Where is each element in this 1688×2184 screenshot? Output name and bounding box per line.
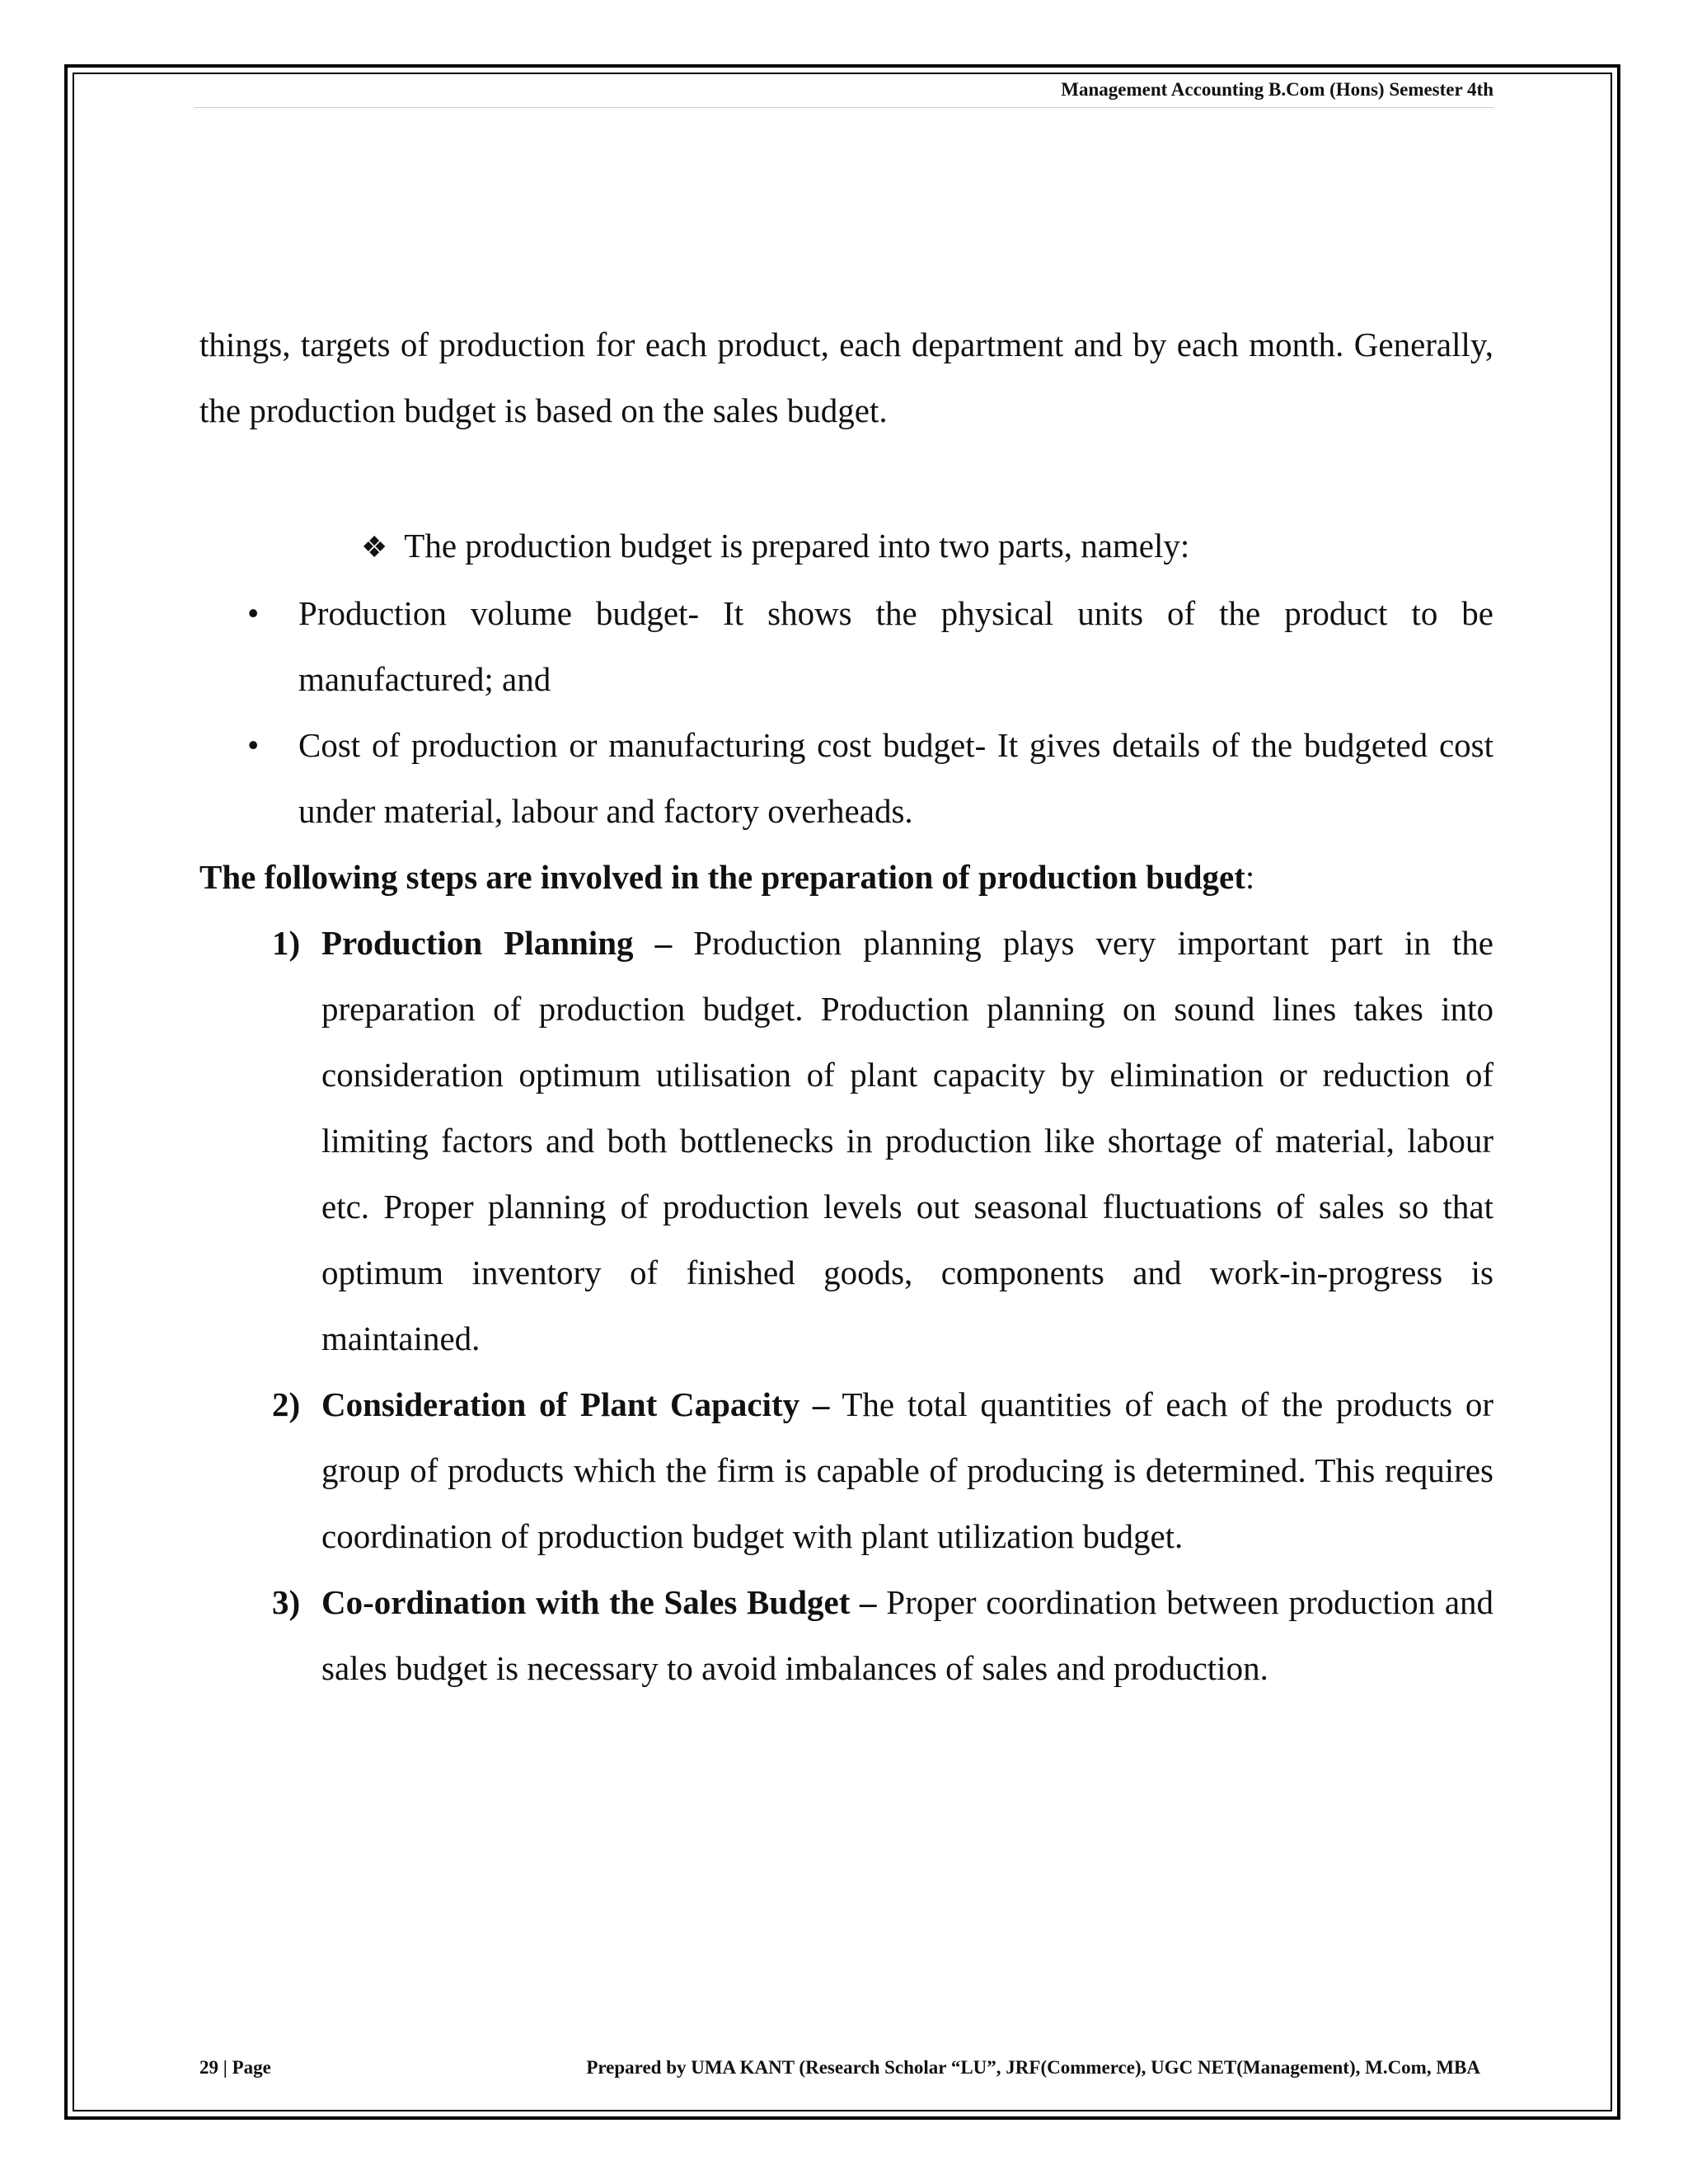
diamond-point bbox=[199, 513, 1493, 580]
footer-credit: Prepared by UMA KANT (Research Scholar “LU”, JRF(Commerce), UGC NET(Management), M.Com, MBA bbox=[586, 2057, 1480, 2078]
steps-heading-colon: : bbox=[1245, 858, 1255, 896]
page-content bbox=[199, 312, 1493, 1701]
steps-list bbox=[199, 910, 1493, 1701]
step-item bbox=[199, 1371, 1493, 1569]
header-rule bbox=[195, 107, 1493, 108]
step-text: Proper coordination between production and sales budget is necessary to avoid imbalances of sales and production. bbox=[321, 1583, 1494, 1687]
bullet-icon: • bbox=[247, 726, 260, 764]
list-item-text: Cost of production or manufacturing cost budget- It gives details of the budgeted cost under material, labour and factory overheads. bbox=[298, 726, 1493, 830]
step-title: Co-ordination with the Sales Budget – bbox=[321, 1583, 877, 1621]
page-header: Management Accounting B.Com (Hons) Semester 4th bbox=[1061, 79, 1493, 100]
bullet-icon: • bbox=[247, 594, 260, 632]
steps-heading-text: The following steps are involved in the preparation of production budget bbox=[199, 858, 1245, 896]
list-item-text: Production volume budget- It shows the physical units of the product to be manufactured; and bbox=[298, 594, 1493, 698]
budget-parts-list bbox=[199, 580, 1493, 844]
page-number: 29 | Page bbox=[199, 2057, 271, 2078]
step-number: 3) bbox=[272, 1583, 301, 1621]
steps-heading bbox=[199, 844, 1493, 910]
diamond-bullet-icon: ❖ bbox=[361, 531, 388, 564]
paragraph-gap bbox=[199, 443, 1493, 513]
step-text: Production planning plays very important part in the preparation of production budget. Production planning on sound lines takes into consideration optimum utilisation of plant capacity by elimination or reduction of limiting factors and both bottlenecks in production like shortage of material, labour etc. Proper planning of production levels out seasonal fluctuations of sales so that optimum inventory of finished goods, components and work-in-progress is maintained. bbox=[321, 924, 1494, 1357]
intro-paragraph: things, targets of production for each product, each department and by each month. Generally, the production budget is based on the sales budget. bbox=[199, 326, 1493, 429]
diamond-point-text: The production budget is prepared into two parts, namely: bbox=[404, 527, 1190, 565]
step-title: Consideration of Plant Capacity – bbox=[321, 1385, 830, 1423]
step-number: 1) bbox=[272, 924, 301, 962]
step-item bbox=[199, 1569, 1493, 1701]
step-title: Production Planning – bbox=[321, 924, 673, 962]
step-item bbox=[199, 910, 1493, 1371]
list-item bbox=[199, 580, 1493, 712]
step-number: 2) bbox=[272, 1385, 301, 1423]
list-item bbox=[199, 712, 1493, 844]
step-text: The total quantities of each of the products or group of products which the firm is capable of producing is determined. This requires coordination of production budget with plant utilization budget. bbox=[321, 1385, 1494, 1555]
